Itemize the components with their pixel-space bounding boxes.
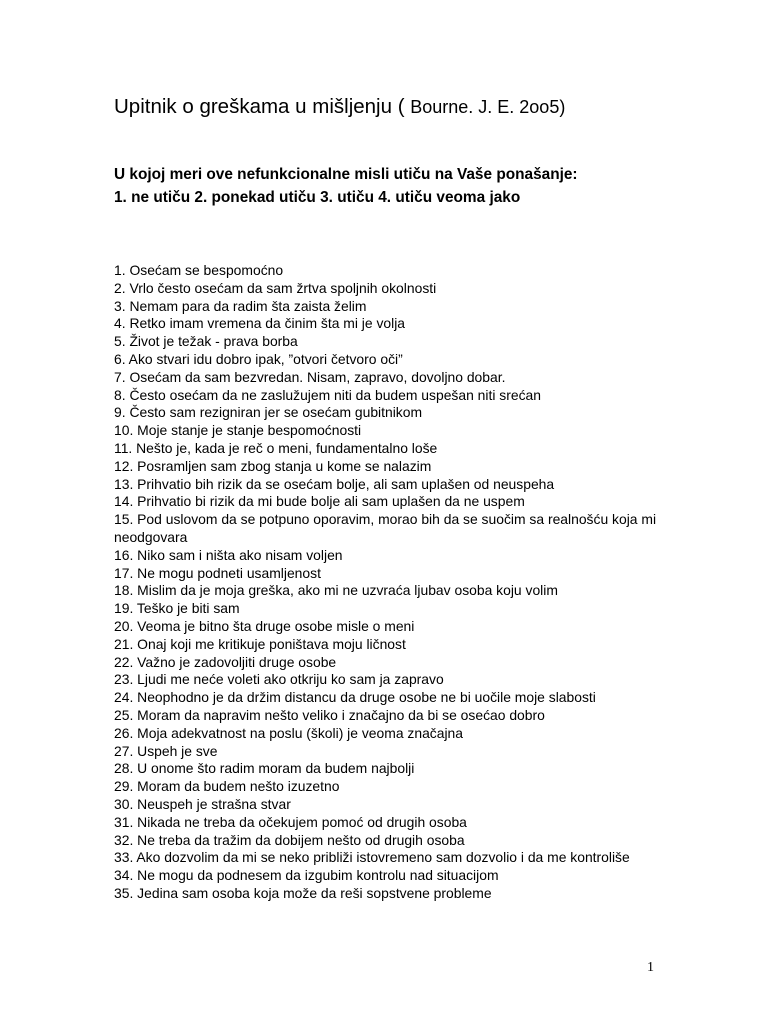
list-item: 27. Uspeh je sve xyxy=(114,742,218,759)
list-item: 5. Život je težak - prava borba xyxy=(114,333,298,350)
list-item: 20. Veoma je bitno šta druge osobe misle o meni xyxy=(114,617,415,634)
list-item: 4. Retko imam vremena da činim šta mi je volja xyxy=(114,315,406,332)
list-item: 28. U onome što radim moram da budem najbolji xyxy=(114,760,415,777)
list-item: 6. Ako stvari idu dobro ipak, ”otvori četvoro oči” xyxy=(114,350,403,367)
list-item: 12. Posramljen sam zbog stanja u kome se nalazim xyxy=(114,457,432,474)
list-item: 21. Onaj koji me kritikuje poništava moju ličnost xyxy=(114,635,406,652)
list-item: 7. Osećam da sam bezvredan. Nisam, zapravo, dovoljno dobar. xyxy=(114,368,506,385)
list-item: 34. Ne mogu da podnesem da izgubim kontrolu nad situacijom xyxy=(114,867,499,884)
list-item: 30. Neuspeh je strašna stvar xyxy=(114,795,291,812)
list-item: 24. Neophodno je da držim distancu da druge osobe ne bi uočile moje slabosti xyxy=(114,689,596,706)
list-item: 18. Mislim da je moja greška, ako mi ne uzvraća ljubav osoba koju volim xyxy=(114,582,558,599)
title-citation: Bourne. J. E. 2oo5) xyxy=(410,97,566,117)
rating-scale: 1. ne utiču 2. ponekad utiču 3. utiču 4. utiču veoma jako xyxy=(114,189,521,206)
list-item: 16. Niko sam i ništa ako nisam voljen xyxy=(114,546,343,563)
list-item: 11. Nešto je, kada je reč o meni, fundamentalno loše xyxy=(114,439,438,456)
list-item: 15. Pod uslovom da se potpuno oporavim, morao bih da se suočim sa realnošću koja mi neodgovara xyxy=(114,511,657,545)
list-item: 1. Osećam se bespomoćno xyxy=(114,262,284,278)
list-item: 22. Važno je zadovoljiti druge osobe xyxy=(114,653,337,670)
list-item: 14. Prihvatio bi rizik da mi bude bolje ali sam uplašen da ne uspem xyxy=(114,493,525,510)
list-item: 29. Moram da budem nešto izuzetno xyxy=(114,778,340,795)
list-item: 10. Moje stanje je stanje bespomoćnosti xyxy=(114,422,362,439)
list-item: 31. Nikada ne treba da očekujem pomoć od drugih osoba xyxy=(114,813,467,830)
list-item: 23. Ljudi me neće voleti ako otkriju ko sam ja zapravo xyxy=(114,671,444,688)
list-item: 13. Prihvatio bih rizik da se osećam bolje, ali sam uplašen od neuspeha xyxy=(114,475,555,492)
page-number: 1 xyxy=(647,960,654,975)
list-item: 9. Često sam rezigniran jer se osećam gubitnikom xyxy=(114,404,423,421)
list-item: 3. Nemam para da radim šta zaista želim xyxy=(114,297,367,314)
list-item: 2. Vrlo često osećam da sam žrtva spoljnih okolnosti xyxy=(114,279,437,296)
list-item: 8. Često osećam da ne zaslužujem niti da budem uspešan niti srećan xyxy=(114,386,541,403)
list-item: 19. Teško je biti sam xyxy=(114,600,240,617)
list-item: 17. Ne mogu podneti usamljenost xyxy=(114,564,321,581)
instruction-question: U kojoj meri ove nefunkcionalne misli utiču na Vaše ponašanje: xyxy=(114,166,578,183)
instructions xyxy=(114,163,578,209)
list-item: 25. Moram da napravim nešto veliko i značajno da bi se osećao dobro xyxy=(114,706,545,723)
list-item: 35. Jedina sam osoba koja može da reši sopstvene probleme xyxy=(114,884,492,901)
statement-list xyxy=(114,262,659,903)
document-title xyxy=(114,94,565,120)
list-item: 32. Ne treba da tražim da dobijem nešto od drugih osoba xyxy=(114,831,465,848)
title-text: Upitnik o greškama u mišljenju ( xyxy=(114,95,411,118)
list-item: 33. Ako dozvolim da mi se neko približi istovremeno sam dozvolio i da me kontroliše xyxy=(114,849,630,866)
list-item: 26. Moja adekvatnost na poslu (školi) je veoma značajna xyxy=(114,724,464,741)
